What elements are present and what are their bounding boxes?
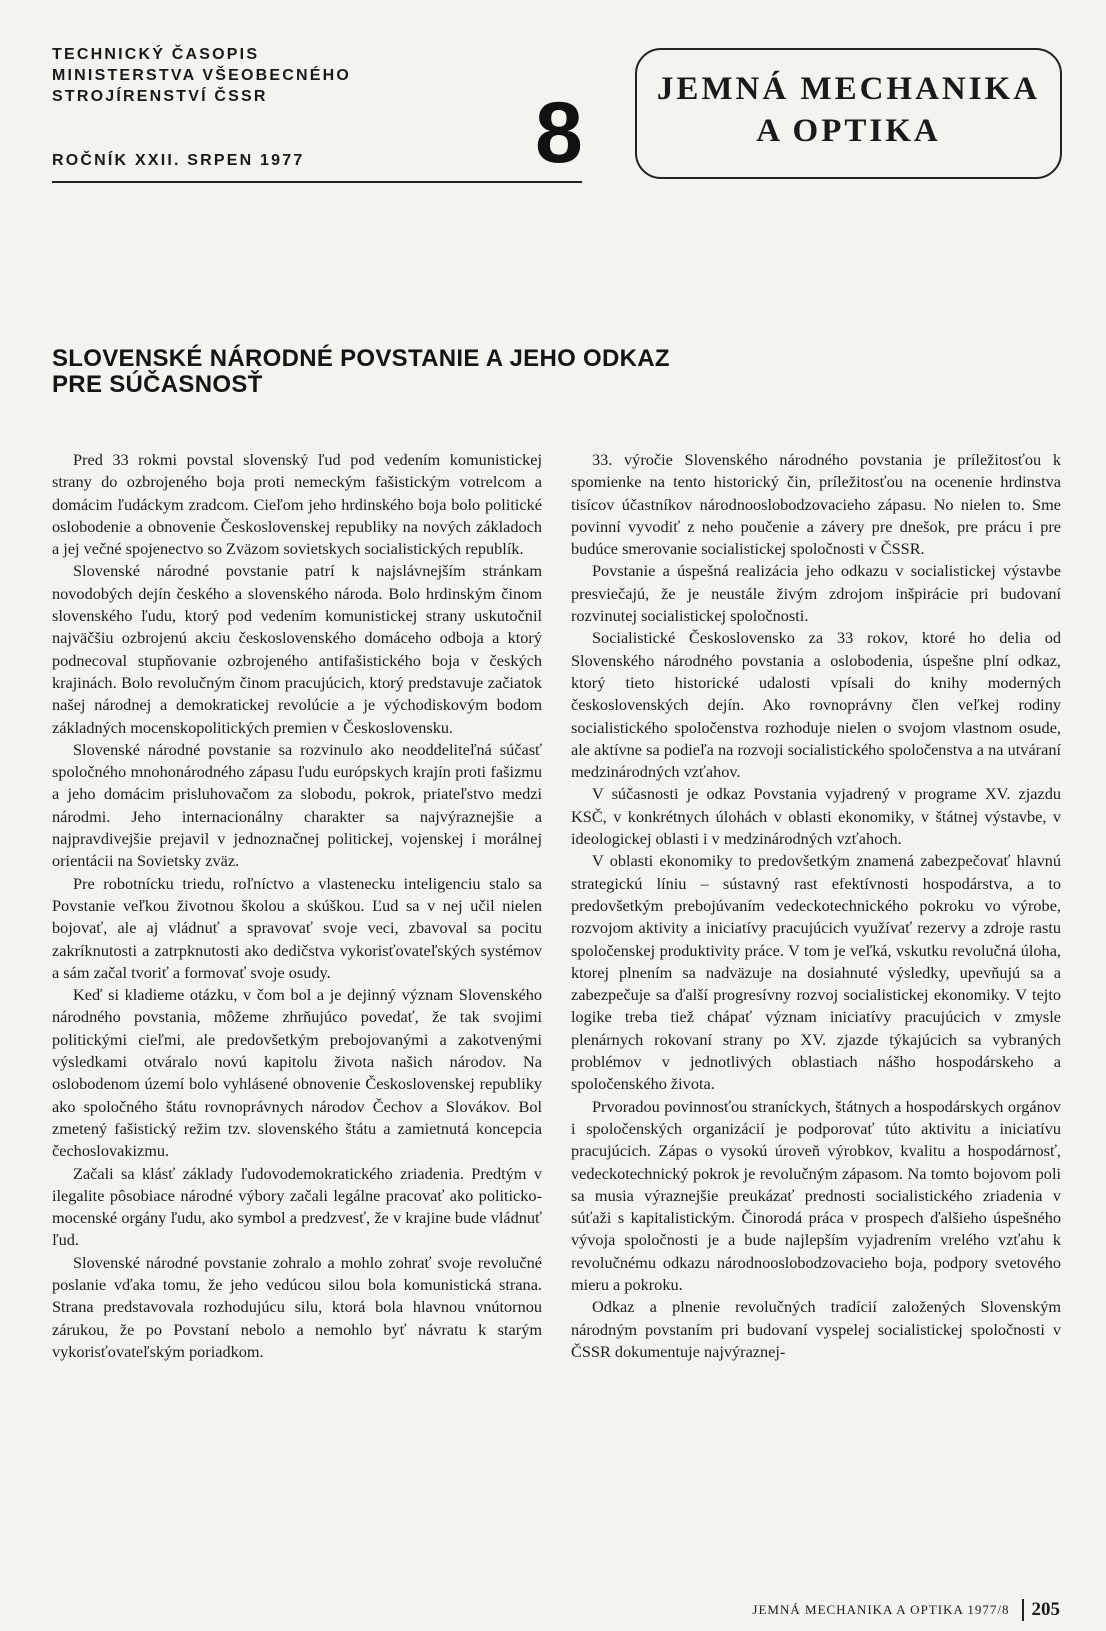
paragraph: Prvoradou povinnosťou straníckych, štátnych a hospodárskych orgánov i spoločenských organizácií je podporovať túto aktivitu a iniciatívu pracujúcich. Zápas o vysokú úroveň výrobkov, kvalitu a hospodárnosť, vedeckotechnický pokrok je revolučným zápasom. Na tomto bojovom poli sa musia výraznejšie preukázať prednosti socialistického zriadenia v súťaži s kapitalistickým. Činorodá práca v prospech ďalšieho úspešného vývoja spoločnosti je a bude najlepším vyjadrením vrelého vzťahu k revolučnému odkazu národnooslobodzovacieho boja, podpory svetového mieru a pokroku. bbox=[571, 1096, 1061, 1294]
masthead-line-1: TECHNICKÝ ČASOPIS bbox=[52, 46, 260, 63]
journal-title-line-2: A OPTIKA bbox=[756, 113, 941, 149]
journal-title-line-1: JEMNÁ MECHANIKA bbox=[656, 71, 1041, 107]
paragraph: Pre robotnícku triedu, roľníctvo a vlastenecku inteligenciu stalo sa Povstanie veľkou životnou školou a skúškou. Ľud sa v nej učil nielen bojovať, ale aj vládnuť a spravovať svoje veci, zbavoval sa pocitu zakríknutosti a zatrpknutosti ako dedičstva vykorisťovateľských systémov a sám začal tvoriť a formovať svoje osudy. bbox=[52, 873, 542, 982]
paragraph: 33. výročie Slovenského národného povstania je príležitosťou k spomienke na tento historický čin, príležitosťou na ocenenie hrdinstva tisícov účastníkov národnooslobodzovacieho zápasu. No nielen to. Sme povinní vyvodiť z neho poučenie a závery pre dnešok, pre prácu i pre budúce smerovanie socialistickej spoločnosti v ČSSR. bbox=[571, 450, 1061, 559]
masthead bbox=[52, 44, 351, 107]
paragraph: Pred 33 rokmi povstal slovenský ľud pod vedením komunistickej strany do ozbrojeného boja proti nemeckým fašistickým votrelcom a domácim ľudáckym zradcom. Cieľom jeho hrdinského boja bolo politické oslobodenie a obnovenie Československej republiky na nových základoch a jej večné spojenectvo so Zväzom sovietskych socialistických republík. bbox=[52, 450, 542, 559]
paragraph: Keď si kladieme otázku, v čom bol a je dejinný význam Slovenského národného povstania, môžeme zhrňujúco povedať, že tak svojimi politickými cieľmi, ale predovšetkým prebojovanými a zakotvenými výsledkami otváralo novú kapitolu života našich národov. Na oslobodenom území bolo vyhlásené obnovenie Československej republiky ako spoločného štátu rovnoprávnych národov Čechov a Slovákov. Bol zmetený fašistický režim tzv. slovenského štátu a zamietnutá koncepcia čechoslovakizmu. bbox=[52, 985, 542, 1161]
paragraph: Socialistické Československo za 33 rokov, ktoré ho delia od Slovenského národného povstania a oslobodenia, úspešne plní odkaz, ktorý tieto historické udalosti vpísali do knihy moderných československých dejín. Ako rovnoprávny člen veľkej rodiny socialistického spoločenstva rozhoduje nielen o svojom vlastnom osude, ale aktívne sa podieľa na rozvoji socialistického spoločenstva a na utváraní medzinárodných vzťahov. bbox=[571, 628, 1061, 782]
left-column bbox=[52, 449, 542, 1363]
footer-journal: JEMNÁ MECHANIKA A OPTIKA 1977/8 bbox=[752, 1602, 1010, 1617]
paragraph: V súčasnosti je odkaz Povstania vyjadrený v programe XV. zjazdu KSČ, v konkrétnych úlohách v oblasti ekonomiky, v štátnej výstavbe, v ideologickej oblasti i v medzinárodných vzťahoch. bbox=[571, 784, 1061, 849]
paragraph: Začali sa klásť základy ľudovodemokratického zriadenia. Predtým v ilegalite pôsobiace národné výbory začali legálne pracovať ako politicko-mocenské orgány ľudu, ako symbol a predzvesť, že v krajine bude vládnuť ľud. bbox=[52, 1163, 542, 1250]
footer-divider bbox=[1022, 1599, 1024, 1621]
masthead-line-2: MINISTERSTVA VŠEOBECNÉHO bbox=[52, 67, 352, 84]
journal-title-box bbox=[635, 48, 1062, 179]
article-title-line-2: PRE SÚČASNOSŤ bbox=[52, 371, 263, 398]
paragraph: Slovenské národné povstanie zohralo a mohlo zohrať svoje revolučné poslanie vďaka tomu, že jeho vedúcou silou bola komunistická strana. Strana predstavovala rozhodujúcu silu, ktorá bola hlavnou vnútornou zárukou, že po Povstaní nebolo a nemohlo byť návratu k starým vykorisťovateľským poriadkom. bbox=[52, 1252, 542, 1361]
paragraph: Povstanie a úspešná realizácia jeho odkazu v socialistickej výstavbe presviečajú, že je neustále živým zdrojom inšpirácie pri budovaní rozvinutej socialistickej spoločnosti. bbox=[571, 561, 1061, 626]
page-number: 205 bbox=[1031, 1599, 1060, 1620]
page-footer bbox=[752, 1599, 1060, 1621]
paragraph: V oblasti ekonomiky to predovšetkým znamená zabezpečovať hlavnú strategickú líniu – sústavný rast efektívnosti hospodárstva, a to predovšetkým prebojúvaním vedeckotechnického pokroku vo výrobe, rozvojom aktivity a iniciatívy pracujúcich využívať rezervy a zdroje rastu spoločenskej produktivity práce. V tom je veľká, vskutku revolučná úloha, ktorej plnením sa nadväzuje na dosiahnuté výsledky, upevňujú sa a zabezpečuje sa ďalší progresívny rozvoj socialistickej ekonomiky. V tejto logike treba tiež chápať význam iniciatívy pracujúcich v zmysle plenárnych rokovaní strany po XV. zjazde týkajúcich sa vybraných problémov v jednotlivých oblastiach nášho hospodárskeho a spoločenského života. bbox=[571, 851, 1061, 1094]
volume-line: ROČNÍK XXII. SRPEN 1977 bbox=[52, 152, 305, 169]
masthead-line-3: STROJÍRENSTVÍ ČSSR bbox=[52, 88, 268, 105]
article-title bbox=[52, 346, 812, 398]
paragraph: Odkaz a plnenie revolučných tradícií založených Slovenským národným povstaním pri budovaní vyspelej socialistickej spoločnosti v ČSSR dokumentuje najvýraznej- bbox=[571, 1297, 1061, 1361]
issue-number: 8 bbox=[535, 85, 583, 181]
right-column bbox=[571, 449, 1061, 1363]
article-title-line-1: SLOVENSKÉ NÁRODNÉ POVSTANIE A JEHO ODKAZ bbox=[52, 345, 670, 372]
masthead-rule bbox=[52, 181, 582, 183]
paragraph: Slovenské národné povstanie sa rozvinulo ako neoddeliteľná súčasť spoločného mnohonárodného zápasu ľudu európskych krajín proti fašizmu a jeho domácim prisluhovačom za slobodu, pokrok, priateľstvo medzi národmi. Jeho internacionálny charakter sa najvýraznejšie a najpravdivejšie prejavil v jednoznačnej politickej, vojenskej i morálnej orientácii na Sovietsky zväz. bbox=[52, 739, 542, 871]
paragraph: Slovenské národné povstanie patrí k najslávnejším stránkam novodobých dejín českého a slovenského národa. Bolo hrdinským činom slovenského ľudu, ktorý pod vedením komunistickej strany uskutočnil najväčšiu ozbrojenú akciu československého domáceho odboja a ktorý podnecoval stupňovanie ozbrojeného antifašistického boja v českých krajinách. Bolo revolučným činom pracujúcich, ktorý predstavuje začiatok našej národnej a demokratickej revolúcie a je východiskovým bodom základných mocenskopolitických premien v Československu. bbox=[52, 561, 542, 737]
